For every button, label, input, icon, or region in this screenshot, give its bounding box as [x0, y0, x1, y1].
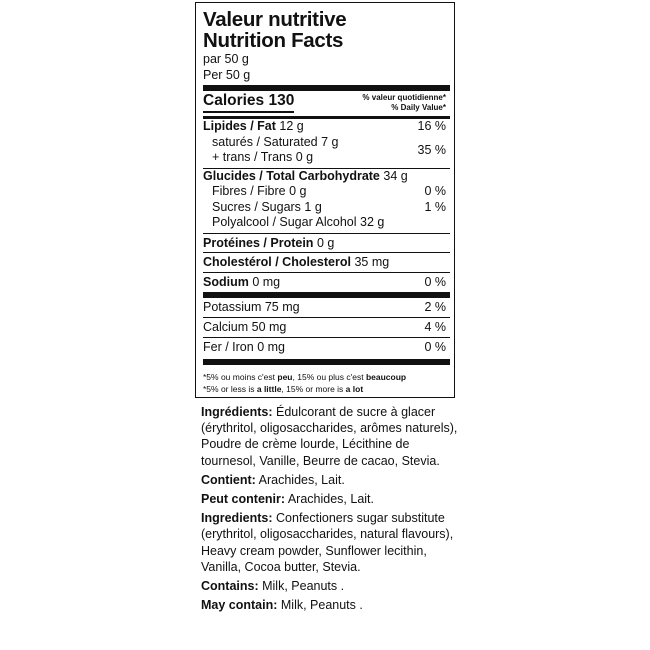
- may-contain-french-text: Arachides, Lait.: [285, 492, 374, 507]
- may-contain-english-label: May contain:: [201, 598, 278, 613]
- footnote: [203, 365, 449, 396]
- protein-amount: 0 g: [316, 235, 335, 250]
- cholesterol-amount: 35 mg: [354, 254, 390, 269]
- calcium-amount: 50 mg: [251, 319, 287, 334]
- footnote-english: [203, 383, 449, 396]
- footnote-text: , 15% or more is: [281, 384, 346, 394]
- may-contain-english: [201, 597, 461, 613]
- calories-row: [203, 91, 449, 115]
- calcium-row: [203, 318, 449, 337]
- serving-size-english: Per 50 g: [203, 68, 251, 82]
- sugars-dv: 1 %: [424, 199, 446, 214]
- footnote-text: , 15% ou plus c'est: [292, 371, 366, 382]
- carbohydrate-label: Glucides / Total Carbohydrate: [203, 168, 380, 183]
- fibre-row: [203, 184, 449, 200]
- footnote-text: *5% ou moins c'est: [203, 371, 278, 382]
- fat-label: Lipides / Fat: [203, 119, 276, 133]
- footnote-emphasis: beaucoup: [365, 371, 407, 382]
- fat-row: [203, 119, 449, 135]
- daily-value-header-english: % Daily Value*: [391, 103, 446, 112]
- ingredients-french-text: Édulcorant de sucre à glacer (érythritol, oligosaccharides, arômes naturels), Poudre de crème lourde, Lécithine de tournesol, Vanille, Beurre de cacao, Stevia.: [201, 405, 458, 468]
- calories-value: 130: [268, 92, 295, 109]
- contains-english: [201, 578, 461, 594]
- calories: [203, 91, 294, 113]
- protein-label: Protéines / Protein: [203, 235, 314, 250]
- saturated-row: [212, 135, 339, 151]
- iron-amount: 0 mg: [257, 339, 285, 354]
- fibre-dv: 0 %: [424, 184, 446, 198]
- iron-dv: 0 %: [424, 339, 446, 354]
- sugar-alcohol-amount: 32 g: [360, 215, 385, 229]
- contains-french-text: Arachides, Lait.: [255, 472, 345, 487]
- potassium-label: Potassium: [203, 299, 262, 314]
- iron-label: Fer / Iron: [203, 339, 254, 354]
- calcium-dv: 4 %: [424, 319, 446, 334]
- sugars-amount: 1 g: [304, 199, 322, 214]
- trans-label: + trans / Trans: [212, 150, 293, 164]
- carbohydrate-row: [203, 169, 449, 185]
- footnote-french: [203, 371, 449, 384]
- footnote-emphasis: a little: [256, 384, 282, 394]
- potassium-amount: 75 mg: [264, 299, 300, 314]
- potassium-row: [203, 298, 449, 317]
- footnote-emphasis: a lot: [345, 384, 364, 394]
- calcium-label: Calcium: [203, 319, 249, 334]
- sugars-label: Sucres / Sugars: [212, 199, 301, 214]
- daily-value-header-french: % valeur quotidienne*: [362, 93, 446, 102]
- title-english: Nutrition Facts: [203, 29, 344, 52]
- ingredients-french: [201, 404, 461, 469]
- cholesterol-label: Cholestérol / Cholesterol: [203, 254, 351, 269]
- ingredients-section: [201, 404, 461, 616]
- title-french: Valeur nutritive: [203, 8, 347, 31]
- sodium-row: [203, 273, 449, 292]
- daily-value-header: [362, 91, 449, 113]
- footnote-emphasis: peu: [277, 371, 293, 382]
- carbohydrate-amount: 34 g: [383, 168, 408, 183]
- ingredients-english: [201, 510, 461, 575]
- trans-row: [212, 150, 339, 166]
- ingredients-english-label: Ingredients:: [201, 511, 273, 526]
- calories-label: Calories: [203, 92, 265, 109]
- footnote-text: *5% or less is: [203, 384, 257, 394]
- fibre-label: Fibres / Fibre: [212, 184, 286, 198]
- sugar-alcohol-row: [203, 215, 449, 231]
- trans-amount: 0 g: [295, 150, 314, 164]
- fat-amount: 12 g: [279, 119, 304, 133]
- ingredients-english-text: Confectioners sugar substitute (erythritol, oligosaccharides, natural flavours), Heavy cream powder, Sunflower lecithin, Vanilla, Cocoa butter, Stevia.: [201, 511, 454, 574]
- contains-french-label: Contient:: [201, 472, 256, 487]
- sodium-dv: 0 %: [424, 274, 446, 289]
- saturated-trans-block: [203, 135, 449, 166]
- potassium-dv: 2 %: [424, 299, 446, 314]
- contains-english-text: Milk, Peanuts .: [258, 579, 345, 594]
- may-contain-french-label: Peut contenir:: [201, 492, 286, 507]
- serving-size-french: par 50 g: [203, 52, 249, 66]
- ingredients-french-label: Ingrédients:: [201, 405, 273, 419]
- contains-french: [201, 472, 461, 488]
- sugar-alcohol-label: Polyalcool / Sugar Alcohol: [212, 215, 357, 229]
- sugars-row: [203, 200, 449, 216]
- fibre-amount: 0 g: [289, 184, 307, 198]
- contains-english-label: Contains:: [201, 579, 259, 594]
- saturated-label: saturés / Saturated: [212, 134, 318, 149]
- saturated-amount: 7 g: [321, 134, 339, 149]
- fat-dv: 16 %: [417, 119, 446, 133]
- saturated-trans-dv: 35 %: [417, 143, 446, 157]
- may-contain-french: [201, 491, 461, 507]
- iron-row: [203, 338, 449, 357]
- nutrition-facts-table: [195, 2, 455, 398]
- sodium-amount: 0 mg: [252, 274, 281, 289]
- may-contain-english-text: Milk, Peanuts .: [277, 598, 363, 613]
- sodium-label: Sodium: [203, 274, 249, 289]
- protein-row: [203, 234, 449, 252]
- cholesterol-row: [203, 253, 449, 272]
